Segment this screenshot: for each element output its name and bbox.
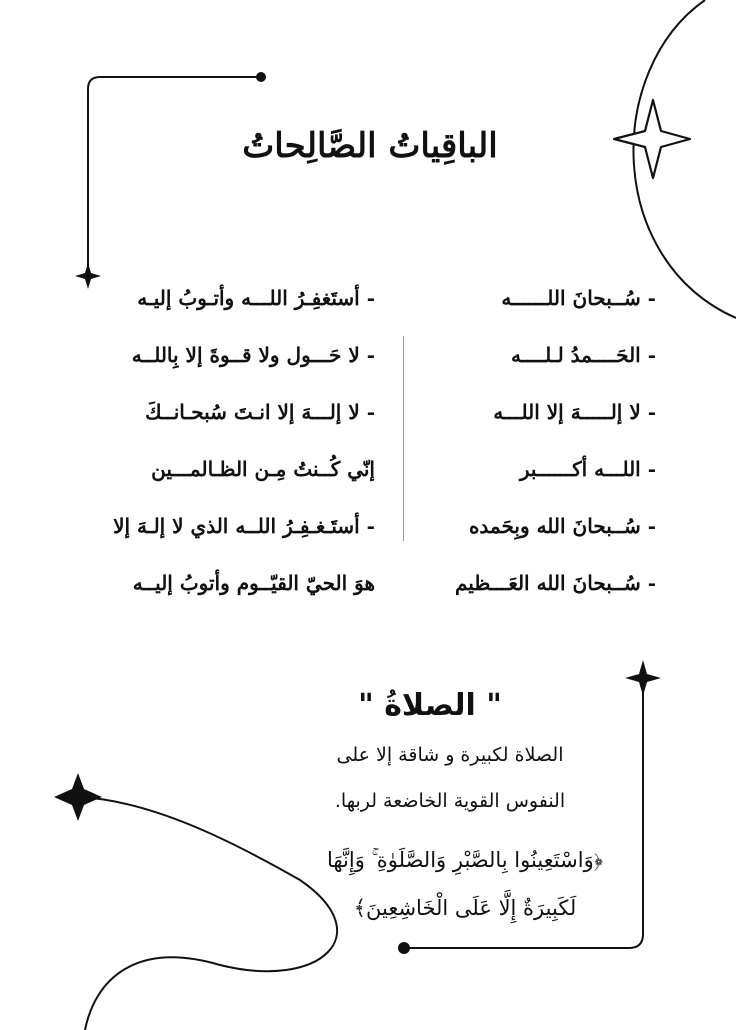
dhikr-right-item: - الحَــــمدُ لـلــــه <box>510 343 656 367</box>
salah-heading: " الصلاةُ " <box>358 688 502 723</box>
dhikr-right-item: - لا إلـــــهَ إلا اللـــه <box>493 400 656 424</box>
column-divider <box>403 336 404 541</box>
quran-verse-line: ﴿وَاسْتَعِينُوا بِالصَّبْرِ وَالصَّلَوٰةِ ۚ وَإِنَّهَا <box>326 848 604 872</box>
dhikr-left-item: - لا حَـــول ولا قــوةَ إلا بِاللــه <box>131 343 375 367</box>
dhikr-left-item: إنّي كُــنتُ مِـن الظـالمـــين <box>151 457 375 481</box>
quran-verse-line: لَكَبِيرَةٌ إِلَّا عَلَى الْخَاشِعِينَ﴾ <box>353 896 577 920</box>
bracket-dot <box>256 72 266 82</box>
four-point-star-icon <box>614 100 690 178</box>
dhikr-right-item: - سُــبحانَ الله وبِحَمده <box>468 514 656 538</box>
salah-description-line: الصلاة لكبيرة و شاقة إلا على <box>336 744 564 766</box>
dhikr-right-item: - اللـــه أكــــــبر <box>519 457 656 481</box>
bottom-left-swoosh-line <box>78 797 337 1030</box>
dhikr-left-item: - أستَغفِـرُ اللـــه وأتـوبُ إليـه <box>137 286 375 310</box>
dhikr-right-item: - سُــبحانَ الله العَـــظيم <box>454 571 656 595</box>
dhikr-left-item: - لا إلـــهَ إلا انـتَ سُبحـانــكَ <box>145 400 375 424</box>
crescent-arc-icon <box>633 0 736 318</box>
salah-description-line: النفوس القوية الخاضعة لربها. <box>334 790 566 812</box>
dhikr-left-item: - أستَـغـفِـرُ اللــه الذي لا إلـهَ إلا <box>113 514 375 538</box>
bracket-dot <box>398 942 410 954</box>
four-point-star-icon <box>54 773 102 821</box>
top-left-bracket-line <box>88 77 261 276</box>
dhikr-left-item: هوَ الحيّ القيّــوم وأتوبُ إليــه <box>132 571 375 595</box>
page-title: الباقِياتُ الصَّالِحاتُ <box>242 126 498 166</box>
four-point-star-icon <box>625 660 661 696</box>
dhikr-right-item: - سُــبحانَ اللــــــه <box>501 286 656 310</box>
